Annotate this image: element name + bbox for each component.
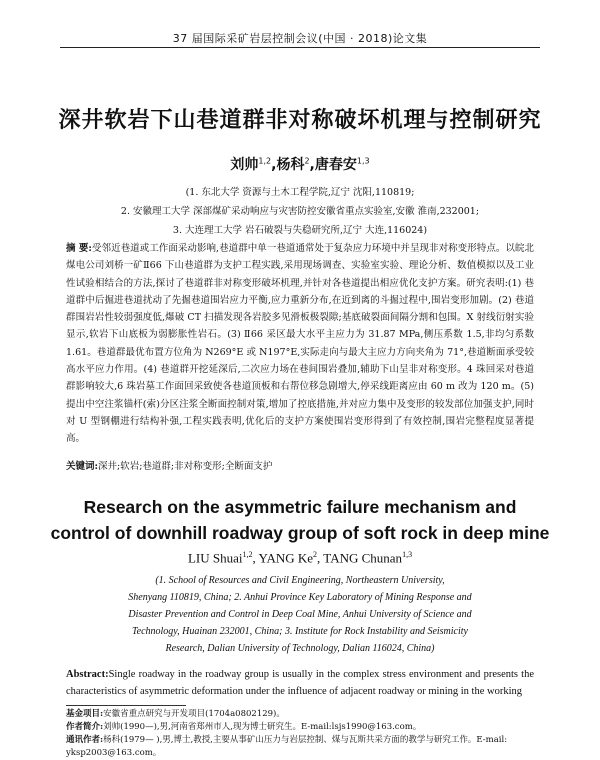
corresponding-author-note: [66, 734, 536, 747]
chinese-abstract: [66, 240, 534, 448]
author-affil-sup: 2: [304, 156, 310, 166]
funding-label: 基金项目:: [66, 709, 104, 719]
keywords-label: 关键词:: [66, 461, 99, 472]
affiliation-line: 3. 大连理工大学 岩石破裂与失稳研究所,辽宁 大连,116024): [172, 225, 428, 236]
author-affil-sup: 1,2: [242, 550, 253, 559]
author-affil-sup: 1,3: [356, 156, 370, 166]
english-authors: [0, 550, 600, 566]
author-separator: ,: [252, 550, 259, 566]
chinese-affiliations: [80, 183, 520, 240]
corresponding-author-email: yksp2003@163.com。: [66, 748, 162, 758]
keywords-text: 深井;软岩;巷道群;非对称变形;全断面支护: [98, 461, 273, 472]
chinese-keywords: [66, 458, 534, 475]
running-header: 37 届国际采矿岩层控制会议(中国 · 2018)论文集: [172, 32, 428, 45]
abstract-label: 摘 要:: [66, 243, 92, 254]
affiliation-line: Shenyang 110819, China; 2. Anhui Province Key Laboratory of Mining Response and: [128, 592, 472, 603]
corresponding-author-text: 杨科(1979— ),男,博士,教授,主要从事矿山压力与岩层控制、煤与瓦斯共采方面的教学与研究工作。E-mail:: [103, 735, 508, 745]
author-bio-note: [66, 721, 536, 734]
affiliation-line: Technology, Huainan 232001, China; 3. Institute for Rock Instability and Seismicity: [132, 626, 468, 637]
chinese-authors: 刘帅$^{1,2}$,杨科$^2$,唐春安$^{1,3}$: [230, 156, 370, 173]
english-abstract: [66, 666, 534, 700]
author-bio-text: 刘帅(1990—),男,河南省郑州市人,现为博士研究生。E-mail:lsjs1990@163.com。: [103, 722, 422, 732]
funding-text: 安徽省重点研究与开发项目(1704a0802129)。: [103, 709, 285, 719]
author-name: LIU Shuai: [187, 550, 243, 566]
english-title: [50, 494, 550, 546]
author-name: 唐春安: [314, 157, 357, 173]
footnote-rule: [66, 705, 186, 706]
abstract-text: 受邻近巷道或工作面采动影响,巷道群中单一巷道通常处于复杂应力环境中并呈现非对称变形特点。以皖北煤电公司刘桥一矿Ⅱ66 下山巷道群为支护工程实践,采用现场调查、实验室实验、理论分析、数值模拟以及工业性试验相结合的方法,探讨了巷道群非对称变形破坏机理,并针对各巷道提出相应优化支护方案。研究表明:(1) 巷道群中后掘进巷道扰动了先掘巷道围岩应力平衡,应力重新分布,在近到离的斗掘过程中,围岩变形加剧。(2) 巷道群围岩岩性较弱强度低,爆破 CT 扫描发现各岩胶多见滑板极裂隙;基底破裂面间隔分割和包围。X 射线衍射实验显示,软岩下山底板为弱膨胀性岩石。(3) Ⅱ66 采区最大水平主应力为 31.87 MPa,侧压系数 1.5,非均匀系数 1.61。巷道群最优布置方位角为 N269°E 或 N197°E,实际走向与最大主应力方向夹角为 71°,巷道断面承受较高水平应力作用。(4) 巷道群开挖延深后,二次应力场在巷间围岩叠加,辅助下山呈非对称变形。4 珠回采对巷道群影响较大,6 珠岩墓工作面回采致使各巷道顶板和右帮位移急剧增大,停采线距离应由 60 m 改为 120 m。(5) 提出中空注浆锚杆(索)分区注浆全断面控制对策,增加了控底措施,并对应力集中及变形的较发部位加强支护,同时对 U 型钢棚进行结构补强,工程实践表明,优化后的支护方案使围岩变形得到了有效控制,围岩完整程度显著提高。: [66, 243, 534, 445]
author-name: 杨科: [276, 157, 305, 173]
author-name: YANG Ke: [258, 550, 314, 566]
author-name: TANG Chunan: [323, 550, 403, 566]
affiliation-line: Disaster Prevention and Control in Deep Coal Mine, Anhui University of Science and: [128, 609, 472, 620]
header-rule: [60, 47, 540, 48]
author-affil-sup: 1,3: [402, 550, 413, 559]
english-title-line: control of downhill roadway group of soft rock in deep mine: [50, 523, 550, 543]
affiliation-line: (1. 东北大学 资源与土木工程学院,辽宁 沈阳,110819;: [185, 187, 415, 198]
chinese-title: 深井软岩下山巷道群非对称破坏机理与控制研究: [58, 107, 542, 133]
abstract-label: Abstract:: [66, 669, 109, 680]
author-separator: ,: [317, 550, 324, 566]
author-name: 刘帅: [230, 157, 259, 173]
funding-note: [66, 708, 536, 721]
abstract-text: Single roadway in the roadway group is usually in the complex stress environment and presents the characteristics of asymmetric deformation under the influence of adjacent roadway or mining in the working: [66, 669, 534, 697]
author-affil-sup: 1,2: [258, 156, 272, 166]
english-title-line: Research on the asymmetric failure mechanism and: [83, 497, 517, 517]
author-bio-label: 作者简介:: [66, 722, 104, 732]
author-affil-sup: 2: [313, 550, 318, 559]
footnotes: [66, 708, 536, 760]
affiliation-line: Research, Dalian University of Technology, Dalian 116024, China): [165, 643, 435, 654]
affiliation-line: 2. 安徽理工大学 深部煤矿采动响应与灾害防控安徽省重点实验室,安徽 淮南,232001;: [120, 206, 480, 217]
affiliation-line: (1. School of Resources and Civil Engineering, Northeastern University,: [155, 575, 445, 586]
corresponding-author-label: 通讯作者:: [66, 735, 104, 745]
english-affiliations: [70, 572, 530, 657]
